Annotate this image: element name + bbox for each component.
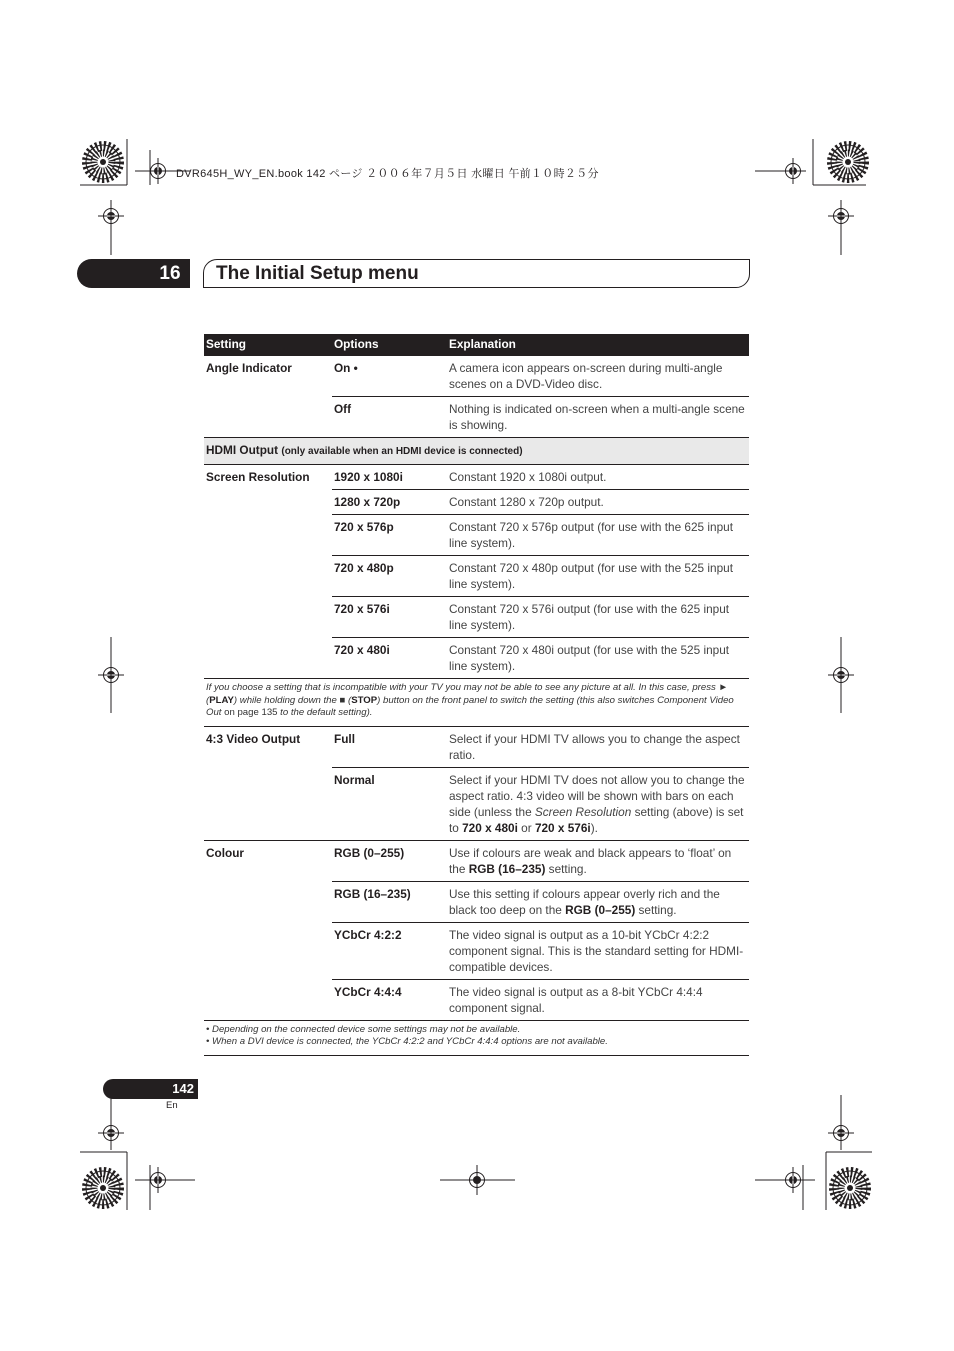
note-row bbox=[204, 679, 749, 727]
play-button-label: PLAY bbox=[209, 694, 234, 706]
explanation-text: Select if your HDMI TV does not allow you to change the aspect ratio. 4:3 video will be shown with bars on each side (unless the bbox=[449, 772, 745, 819]
option-cell: 1920 x 1080i bbox=[334, 470, 403, 484]
option-cell: RGB (16–235) bbox=[332, 881, 447, 922]
explanation-cell: Select if your HDMI TV allows you to change the aspect ratio. bbox=[447, 726, 749, 767]
footnotes bbox=[204, 1020, 749, 1055]
setting-angle-indicator: Angle Indicator bbox=[206, 361, 292, 375]
note-reference: Component Video Out bbox=[206, 694, 734, 718]
option-cell: 720 x 576p bbox=[332, 515, 447, 556]
option-cell: YCbCr 4:2:2 bbox=[332, 922, 447, 979]
option-cell: 1280 x 720p bbox=[332, 490, 447, 515]
option-cell: 720 x 576i bbox=[332, 597, 447, 638]
table-row bbox=[204, 840, 749, 881]
footnote: • Depending on the connected device some settings may not be available. bbox=[206, 1023, 521, 1035]
explanation-cell: Constant 720 x 576i output (for use with the 625 input line system). bbox=[447, 597, 749, 638]
option-cell: 720 x 480p bbox=[332, 556, 447, 597]
note-text: If you choose a setting that is incompatible with your TV you may not be able to see any picture at all. In this case, press ► ( bbox=[206, 682, 728, 706]
footnote: • When a DVI device is connected, the YCbCr 4:2:2 and YCbCr 4:4:4 options are not available. bbox=[206, 1036, 608, 1047]
table-row bbox=[204, 726, 749, 767]
explanation-text: setting (above) is set to bbox=[449, 804, 744, 835]
note-text: to the default setting). bbox=[277, 707, 373, 718]
section-title: HDMI Output bbox=[206, 443, 279, 457]
option-cell: 720 x 480i bbox=[332, 638, 447, 679]
page-number: 142 bbox=[172, 1081, 194, 1096]
header-setting: Setting bbox=[204, 334, 332, 356]
explanation-cell: Constant 1280 x 720p output. bbox=[447, 490, 749, 515]
explanation-option-ref: 720 x 576i bbox=[534, 820, 591, 835]
explanation-cell: Constant 720 x 480p output (for use with the 525 input line system). bbox=[447, 556, 749, 597]
setting-screen-resolution: Screen Resolution bbox=[206, 470, 310, 484]
explanation-text: Use if colours are weak and black appears to ‘float’ on the bbox=[449, 845, 732, 876]
stop-button-label: STOP bbox=[351, 694, 378, 706]
header-options: Options bbox=[332, 334, 447, 356]
explanation-option-ref: RGB (0–255) bbox=[565, 902, 636, 917]
explanation-cell: The video signal is output as a 10-bit YCbCr 4:2:2 component signal. This is the standard setting for HDMI-compatible devices. bbox=[447, 922, 749, 979]
option-cell: Full bbox=[332, 726, 447, 767]
table-row bbox=[204, 465, 749, 490]
explanation-cell: Nothing is indicated on-screen when a multi-angle scene is showing. bbox=[447, 397, 749, 438]
explanation-text: or bbox=[517, 820, 535, 835]
note-page-ref: on page 135 bbox=[221, 707, 278, 718]
explanation-cell: Constant 720 x 480i output (for use with the 525 input line system). bbox=[447, 638, 749, 679]
section-row-hdmi bbox=[204, 438, 749, 465]
explanation-text: setting. bbox=[635, 902, 677, 917]
settings-table bbox=[204, 334, 749, 1056]
chapter-title: The Initial Setup menu bbox=[216, 263, 419, 284]
page-language: En bbox=[166, 1100, 178, 1111]
explanation-cell: Constant 720 x 576p output (for use with the 625 input line system). bbox=[447, 515, 749, 556]
explanation-option-ref: RGB (16–235) bbox=[468, 861, 546, 876]
explanation-cell bbox=[447, 881, 749, 922]
explanation-option-ref: 720 x 480i bbox=[462, 820, 518, 835]
header-explanation: Explanation bbox=[447, 334, 749, 356]
section-note: (only available when an HDMI device is connected) bbox=[281, 446, 523, 457]
explanation-cell: Constant 1920 x 1080i output. bbox=[449, 470, 607, 484]
option-cell: RGB (0–255) bbox=[332, 840, 447, 881]
option-cell: On • bbox=[334, 361, 358, 375]
explanation-text: Use this setting if colours appear overly rich and the black too deep on the bbox=[449, 886, 720, 917]
resolution-note bbox=[204, 679, 749, 727]
explanation-cell: The video signal is output as a 8-bit YCbCr 4:4:4 component signal. bbox=[447, 979, 749, 1020]
table-header-row bbox=[204, 334, 749, 356]
table-row bbox=[204, 356, 749, 397]
section-hdmi-output bbox=[204, 438, 749, 465]
explanation-reference: Screen Resolution bbox=[534, 804, 632, 819]
setting-colour: Colour bbox=[204, 840, 332, 1020]
note-text: ) while holding down the ■ ( bbox=[233, 694, 352, 706]
explanation-cell: A camera icon appears on-screen during multi-angle scenes on a DVD-Video disc. bbox=[449, 361, 723, 391]
explanation-cell bbox=[447, 767, 749, 840]
option-cell: Normal bbox=[332, 767, 447, 840]
explanation-cell bbox=[447, 840, 749, 881]
explanation-text: ). bbox=[590, 820, 598, 835]
print-header: DVR645H_WY_EN.book 142 ページ ２００６年７月５日 水曜日 午前１０時２５分 bbox=[176, 168, 599, 180]
option-cell: Off bbox=[332, 397, 447, 438]
explanation-text: setting. bbox=[545, 861, 587, 876]
footnote-row bbox=[204, 1020, 749, 1055]
chapter-number: 16 bbox=[159, 263, 181, 284]
option-cell: YCbCr 4:4:4 bbox=[332, 979, 447, 1020]
note-text: ) button on the front panel to switch the setting (this also switches bbox=[377, 694, 658, 706]
setting-43-video-output: 4:3 Video Output bbox=[204, 726, 332, 840]
